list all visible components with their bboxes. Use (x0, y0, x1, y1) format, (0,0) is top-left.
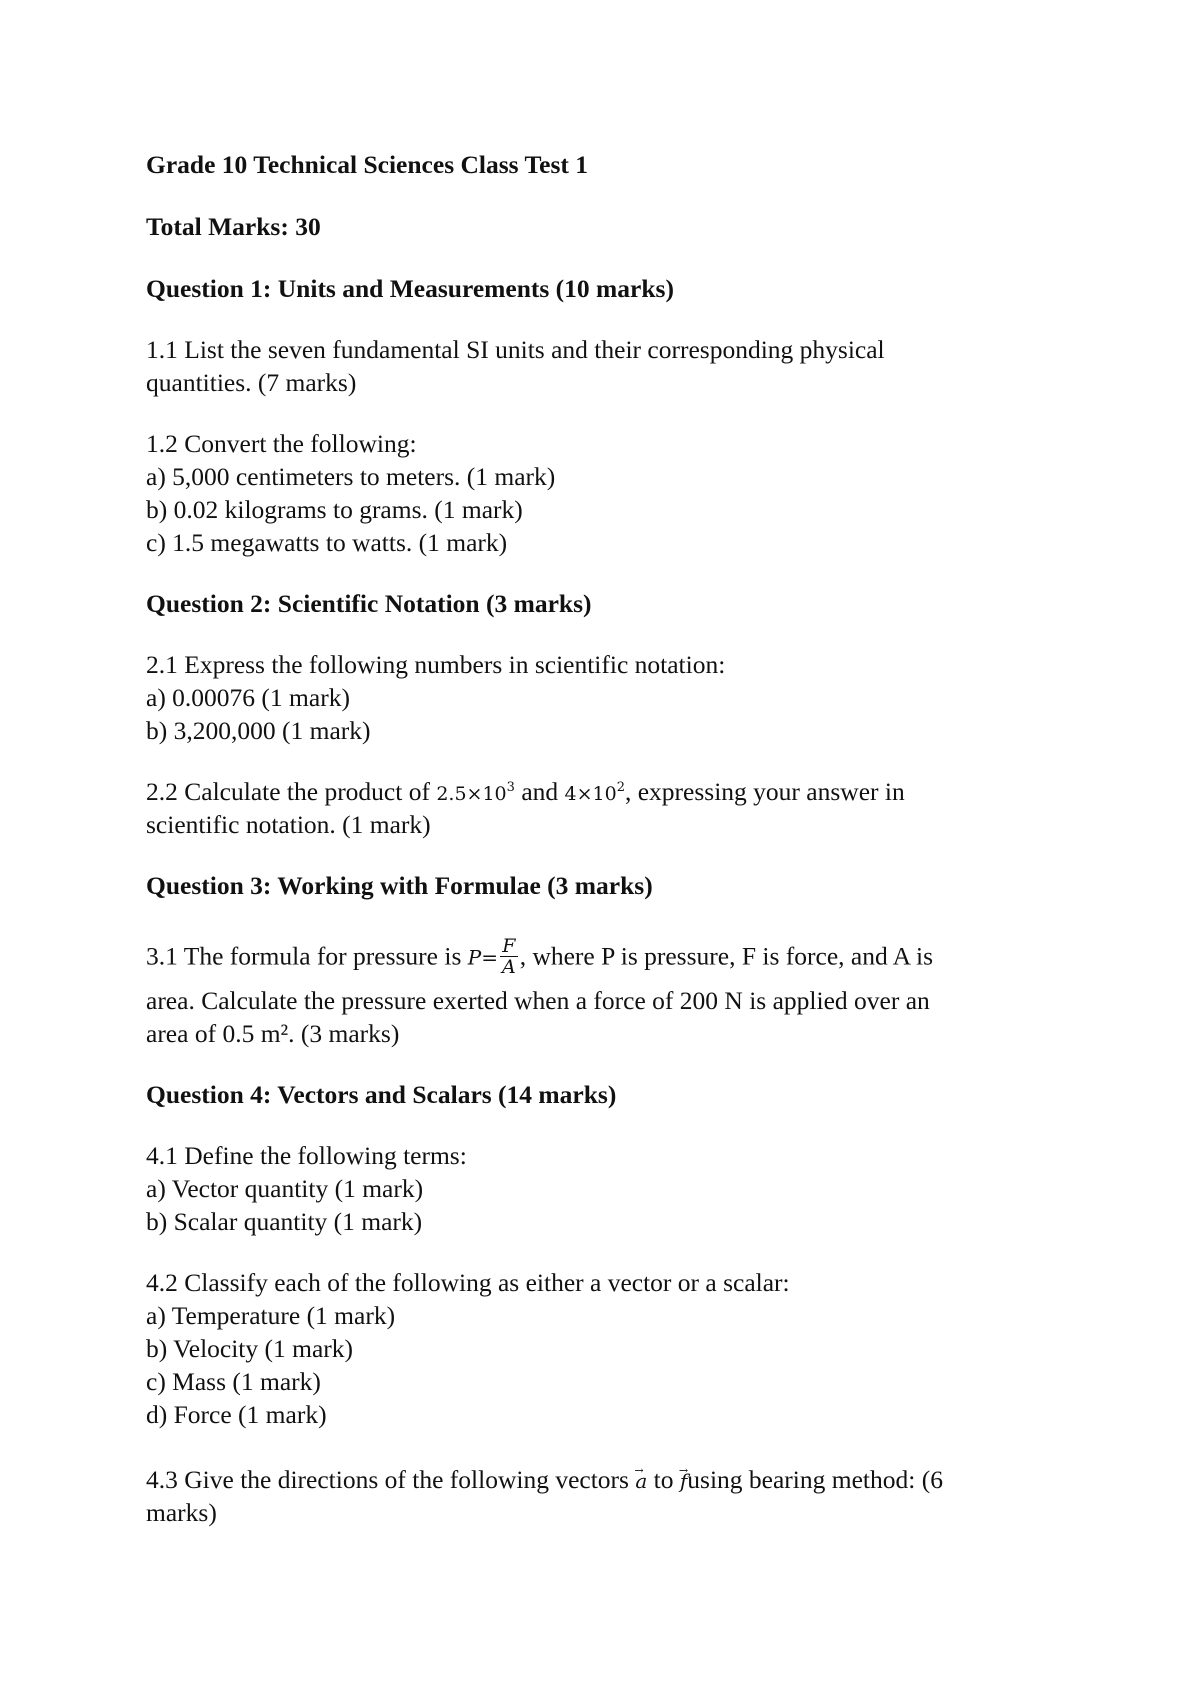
fraction-denominator: A (501, 956, 516, 978)
vector-f-symbol: → f (680, 1469, 687, 1493)
product-number-1: $2.5\times 10^3$ (436, 780, 515, 805)
q4-3-suffix: using bearing method: (6 (687, 1465, 943, 1494)
q1-1-line2: quantities. (7 marks) (146, 368, 357, 397)
fraction-numerator: F (500, 936, 518, 957)
q3-1-prefix: 3.1 The formula for pressure is (146, 941, 468, 971)
q4-2-intro: 4.2 Classify each of the following as either a vector or a scalar: (146, 1268, 790, 1297)
q4-3-prefix: 4.3 Give the directions of the following vectors (146, 1465, 636, 1494)
q3-1-line1 (146, 935, 934, 979)
q1-2-c: c) 1.5 megawatts to watts. (1 mark) (146, 528, 508, 557)
q1-2-intro: 1.2 Convert the following: (146, 429, 417, 458)
q4-3-to: to (647, 1465, 680, 1494)
q4-2-c: c) Mass (1 mark) (146, 1367, 321, 1396)
q2-1-a: a) 0.00076 (1 mark) (146, 683, 350, 712)
q2-1-b: b) 3,200,000 (1 mark) (146, 716, 371, 745)
q3-1-line3: area of 0.5 m². (3 marks) (146, 1019, 400, 1048)
q1-2-b: b) 0.02 kilograms to grams. (1 mark) (146, 495, 523, 524)
q4-1-intro: 4.1 Define the following terms: (146, 1141, 467, 1170)
q4-1-b: b) Scalar quantity (1 mark) (146, 1207, 423, 1236)
q4-3-line2: marks) (146, 1498, 217, 1527)
q2-2-prefix: 2.2 Calculate the product of (146, 777, 437, 806)
q2-2-suffix: , expressing your answer in (624, 777, 905, 806)
pressure-fraction (500, 936, 518, 977)
q4-2-b: b) Velocity (1 mark) (146, 1334, 354, 1363)
q1-2-a: a) 5,000 centimeters to meters. (1 mark) (146, 462, 556, 491)
page-title: Grade 10 Technical Sciences Class Test 1 (146, 150, 589, 179)
q2-2-line1 (146, 775, 905, 811)
formula-lhs: P= (467, 945, 498, 970)
question-4-heading: Question 4: Vectors and Scalars (14 marks) (146, 1080, 617, 1109)
q3-1-suffix: , where P is pressure, F is force, and A is (519, 941, 934, 971)
q1-1-line1: 1.1 List the seven fundamental SI units and their corresponding physical (146, 335, 885, 364)
total-marks: Total Marks: 30 (146, 212, 321, 241)
q4-2-d: d) Force (1 mark) (146, 1400, 327, 1429)
q3-1-line2: area. Calculate the pressure exerted when a force of 200 N is applied over an (146, 986, 930, 1015)
q2-1-intro: 2.1 Express the following numbers in scientific notation: (146, 650, 726, 679)
q4-1-a: a) Vector quantity (1 mark) (146, 1174, 424, 1203)
product-number-2: $4\times 10^2$ (564, 780, 625, 805)
q4-2-a: a) Temperature (1 mark) (146, 1301, 396, 1330)
q4-3-line1 (146, 1463, 943, 1498)
question-2-heading: Question 2: Scientific Notation (3 marks) (146, 589, 592, 618)
vector-a-symbol: → a (635, 1469, 647, 1493)
question-1-heading: Question 1: Units and Measurements (10 marks) (146, 274, 674, 303)
q2-2-line2: scientific notation. (1 mark) (146, 810, 431, 839)
q2-2-and: and (514, 777, 565, 806)
question-3-heading: Question 3: Working with Formulae (3 marks) (146, 871, 653, 900)
